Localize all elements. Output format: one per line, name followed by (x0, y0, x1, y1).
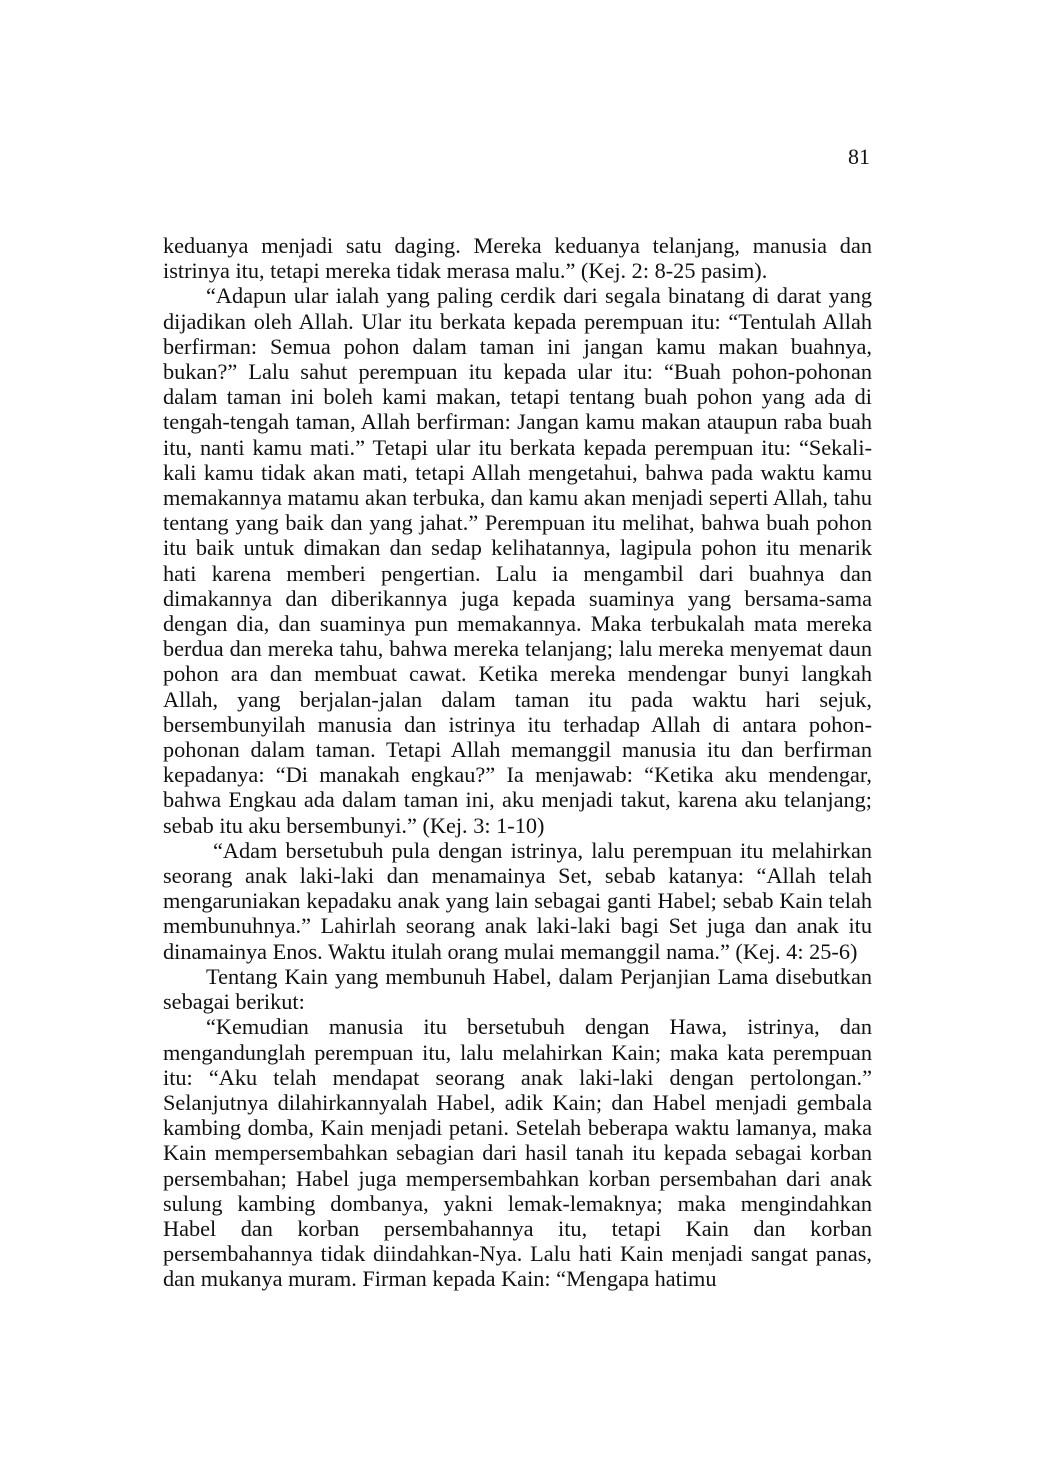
body-text (163, 233, 872, 1292)
paragraph-quote-seth: “Adam bersetubuh pula dengan istrinya, lalu perempuan itu melahirkan seorang anak laki-laki dan menamainya Set, sebab katanya: “Allah telah mengaruniakan kepadaku anak yang lain sebagai ganti Habel; sebab Kain telah membunuhnya.” Lahirlah seorang anak laki-laki bagi Set juga dan anak itu dinamainya Enos. Waktu itulah orang mulai memanggil nama.” (Kej. 4: 25-6) (163, 837, 872, 964)
paragraph-continuation: keduanya menjadi satu daging. Mereka keduanya telanjang, manusia dan istrinya itu, tetapi mereka tidak merasa malu.” (Kej. 2: 8-25 pasim). (163, 233, 872, 284)
paragraph-intro-cain: Tentang Kain yang membunuh Habel, dalam Perjanjian Lama disebutkan sebagai berikut: (163, 963, 872, 1015)
paragraph-quote-cain: “Kemudian manusia itu bersetubuh dengan Hawa, istrinya, dan mengandunglah perempuan itu, lalu melahirkan Kain; maka kata perempuan itu: “Aku telah mendapat seorang anak laki-laki dengan pertolongan.” Selanjutnya dilahirkannyalah Habel, adik Kain; dan Habel menjadi gembala kambing domba, Kain menjadi petani. Setelah beberapa waktu lamanya, maka Kain mempersembahkan sebagian dari hasil tanah itu kepada sebagai korban persembahan; Habel juga mempersembahkan korban persembahan dari anak sulung kambing dombanya, yakni lemak-lemaknya; maka mengindahkan Habel dan korban persembahannya itu, tetapi Kain dan korban persembahannya tidak diindahkan-Nya. Lalu hati Kain menjadi sangat panas, dan mukanya muram. Firman kepada Kain: “Mengapa hatimu (163, 1014, 872, 1292)
paragraph-quote-serpent: “Adapun ular ialah yang paling cerdik dari segala binatang di darat yang dijadikan oleh Allah. Ular itu berkata kepada perempuan itu: “Tentulah Allah berfirman: Semua pohon dalam taman ini jangan kamu makan buahnya, bukan?” Lalu sahut perempuan itu kepada ular itu: “Buah pohon-pohonan dalam taman ini boleh kami makan, tetapi tentang buah pohon yang ada di tengah-tengah taman, Allah berfirman: Jangan kamu makan ataupun raba buah itu, nanti kamu mati.” Tetapi ular itu berkata kepada perempuan itu: “Sekali-kali kamu tidak akan mati, tetapi Allah mengetahui, bahwa pada waktu kamu memakannya matamu akan terbuka, dan kamu akan menjadi seperti Allah, tahu tentang yang baik dan yang jahat.” Perempuan itu melihat, bahwa buah pohon itu baik untuk dimakan dan sedap kelihatannya, lagipula pohon itu menarik hati karena memberi pengertian. Lalu ia mengambil dari buahnya dan dimakannya dan diberikannya juga kepada suaminya yang bersama-sama dengan dia, dan suaminya pun memakannya. Maka terbukalah mata mereka berdua dan mereka tahu, bahwa mereka telanjang; lalu mereka menyemat daun pohon ara dan membuat cawat. Ketika mereka mendengar bunyi langkah Allah, yang berjalan-jalan dalam taman itu pada waktu hari sejuk, bersembunyilah manusia dan istrinya itu terhadap Allah di antara pohon-pohonan dalam taman. Tetapi Allah memanggil manusia itu dan berfirman kepadanya: “Di manakah engkau?” Ia menjawab: “Ketika aku mendengar, bahwa Engkau ada dalam taman ini, aku menjadi takut, karena aku telanjang; sebab itu aku bersembunyi.” (Kej. 3: 1-10) (163, 283, 872, 838)
page-number: 81 (848, 144, 870, 169)
